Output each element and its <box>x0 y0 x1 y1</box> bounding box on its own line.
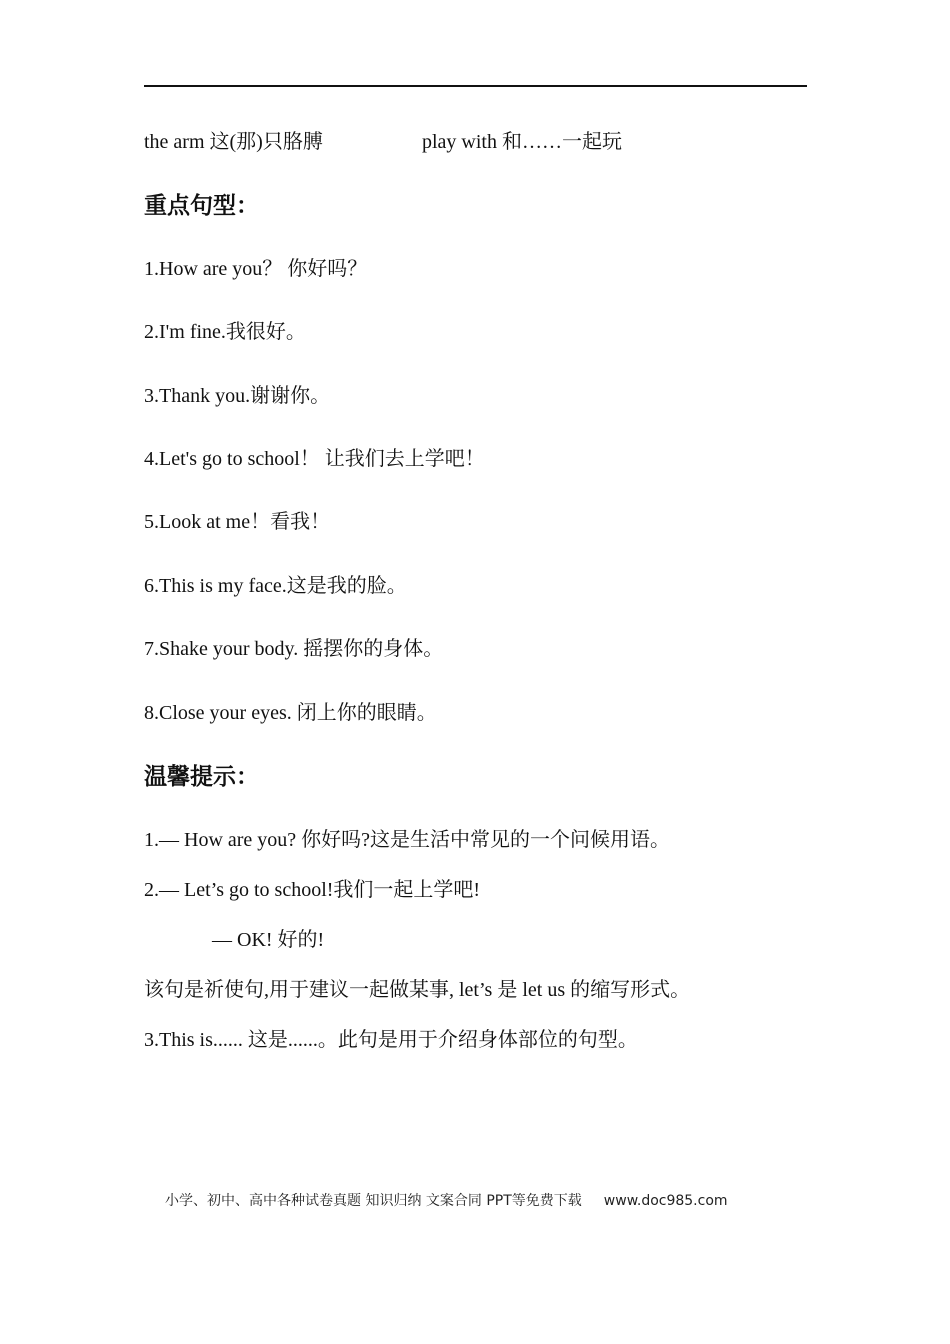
vocab-item-arm: the arm 这(那)只胳膊 <box>144 131 323 153</box>
tip-2-explanation: 该句是祈使句,用于建议一起做某事, let’s 是 let us 的缩写形式。 <box>144 979 691 1001</box>
tip-2-reply: — OK! 好的! <box>212 929 325 951</box>
sentence-2: 2.I'm fine.我很好。 <box>144 321 306 343</box>
section-heading-tips: 温馨提示： <box>144 764 259 790</box>
section-heading-key-sentences: 重点句型： <box>144 193 259 219</box>
footer-url[interactable]: www.doc985.com <box>603 1193 728 1209</box>
footer-text: 小学、初中、高中各种试卷真题 知识归纳 文案合同 PPT等免费下载 <box>165 1193 582 1209</box>
sentence-4: 4.Let's go to school！ 让我们去上学吧！ <box>144 448 485 470</box>
sentence-8: 8.Close your eyes. 闭上你的眼睛。 <box>144 702 437 724</box>
tip-1: 1.— How are you? 你好吗?这是生活中常见的一个问候用语。 <box>144 829 671 851</box>
vocab-row <box>144 129 323 155</box>
sentence-3: 3.Thank you.谢谢你。 <box>144 385 331 407</box>
sentence-1: 1.How are you？ 你好吗？ <box>144 258 368 280</box>
tip-3: 3.This is...... 这是......。此句是用于介绍身体部位的句型。 <box>144 1029 638 1051</box>
page-footer <box>165 1191 728 1211</box>
tip-2: 2.— Let’s go to school!我们一起上学吧! <box>144 879 481 901</box>
sentence-7: 7.Shake your body. 摇摆你的身体。 <box>144 638 444 660</box>
sentence-5: 5.Look at me！看我！ <box>144 511 331 533</box>
vocab-item-play-with: play with 和……一起玩 <box>422 131 622 153</box>
sentence-6: 6.This is my face.这是我的脸。 <box>144 575 407 597</box>
header-rule <box>144 85 807 87</box>
